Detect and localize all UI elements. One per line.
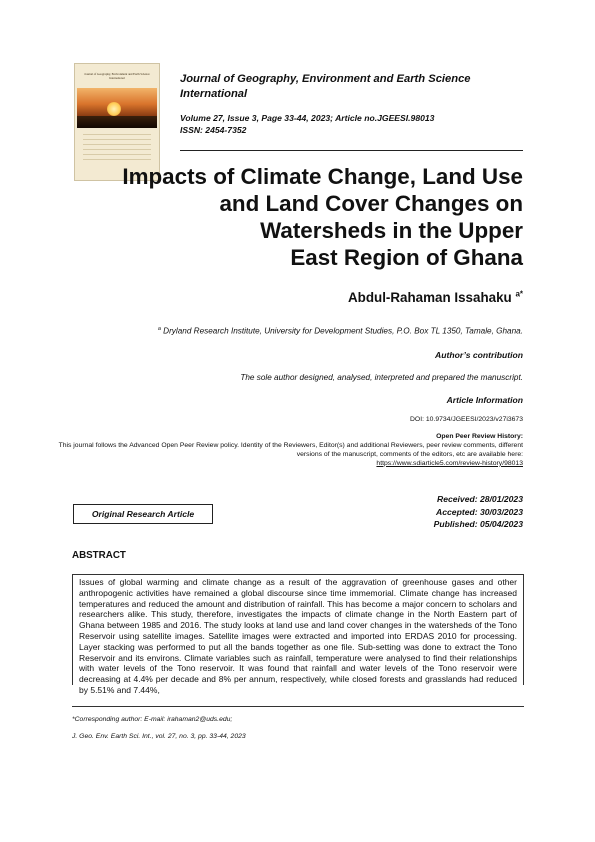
contribution-text: The sole author designed, analysed, interpreted and prepared the manuscript. — [240, 373, 523, 382]
contribution-heading: Author’s contribution — [435, 350, 523, 360]
peer-review-body: This journal follows the Advanced Open Peer Review policy. Identity of the Reviewers, Editor(s) and additional Reviewers, peer review comments, different versions of the manuscript, comments of the editors, etc are available here: — [58, 442, 523, 458]
peer-review-link[interactable]: https://www.sdiarticle5.com/review-history/98013 — [376, 459, 523, 467]
corresponding-author-note: *Corresponding author: E-mail: irahaman2@uds.edu; — [72, 716, 233, 723]
article-type-label: Original Research Article — [91, 509, 195, 519]
affiliation-text: Dryland Research Institute, University for Development Studies, P.O. Box TL 1350, Tamale, Ghana. — [163, 326, 523, 336]
accepted-date: Accepted: 30/03/2023 — [436, 506, 523, 517]
header-divider — [180, 150, 523, 151]
received-date: Received: 28/01/2023 — [436, 494, 523, 504]
peer-review-text — [53, 442, 523, 468]
published-date: Published: 05/04/2023 — [433, 519, 523, 529]
citation-footer: J. Geo. Env. Earth Sci. Int., vol. 27, no. 3, pp. 33-44, 2023 — [72, 733, 246, 740]
cover-journal-title: Journal of Geography, Environment and Earth Science International — [84, 72, 150, 80]
volume-line: Volume 27, Issue 3, Page 33-44, 2023; Article no.JGEESI.98013 — [180, 113, 435, 123]
cover-landscape — [77, 116, 157, 128]
title-line: Impacts of Climate Change, Land Use — [122, 164, 523, 189]
issn: ISSN: 2454-7352 — [180, 124, 247, 135]
author-name-text: Abdul-Rahaman Issahaku — [348, 290, 512, 305]
affiliation — [53, 326, 523, 336]
article-dates — [434, 493, 523, 531]
cover-sun — [107, 102, 121, 116]
journal-issue-info — [180, 113, 530, 136]
doi: DOI: 10.9734/JGEESI/2023/v27i3673 — [410, 416, 523, 423]
cover-sunset-photo — [77, 88, 157, 128]
affiliation-superscript: a — [157, 326, 161, 332]
author-name — [348, 290, 523, 305]
abstract-box — [72, 574, 524, 695]
journal-title: Journal of Geography, Environment and Earth Science International — [180, 73, 471, 100]
article-title — [53, 163, 523, 271]
article-info-heading: Article Information — [446, 395, 523, 405]
article-type-box — [73, 504, 213, 524]
abstract-text: Issues of global warming and climate change as a result of the aggravation of greenhouse gases and other anthropogenic activities have remained a global discourse since time immemorial. Climate change has increased temperatures and reduced the amount and distribution of rainfall. This has become a major concern to scholars and researchers alike. This study, therefore, investigates the impacts of climate change in the North Eastern part of Ghana between 1985 and 2016. The study looks at land use and land cover changes in the watersheds of the Tono Reservoir using satellite images. Satellite images were extracted and imported into ERDAS 2010 for processing. Layer stacking was performed to put all the bands together as one file. Sub-setting was done to extract the Tono Reservoir and its environs. Climate variables such as rainfall, temperature were analysed to find their relationships with water levels of the Tono reservoir. It was found that rainfall and water levels of the Tono reservoir were decreasing at 4.4% per decade and 8% per annum, respectively, while closed forests and grasslands had reduced by 5.51% and 7.44%, — [79, 577, 517, 695]
footnote-divider — [72, 706, 524, 707]
abstract-heading: ABSTRACT — [72, 550, 126, 561]
author-superscript: a* — [515, 289, 523, 299]
peer-review-heading: Open Peer Review History: — [436, 433, 523, 440]
title-line: and Land Cover Changes on — [219, 191, 523, 216]
title-line: Watersheds in the Upper — [260, 218, 523, 243]
title-line: East Region of Ghana — [290, 245, 523, 270]
